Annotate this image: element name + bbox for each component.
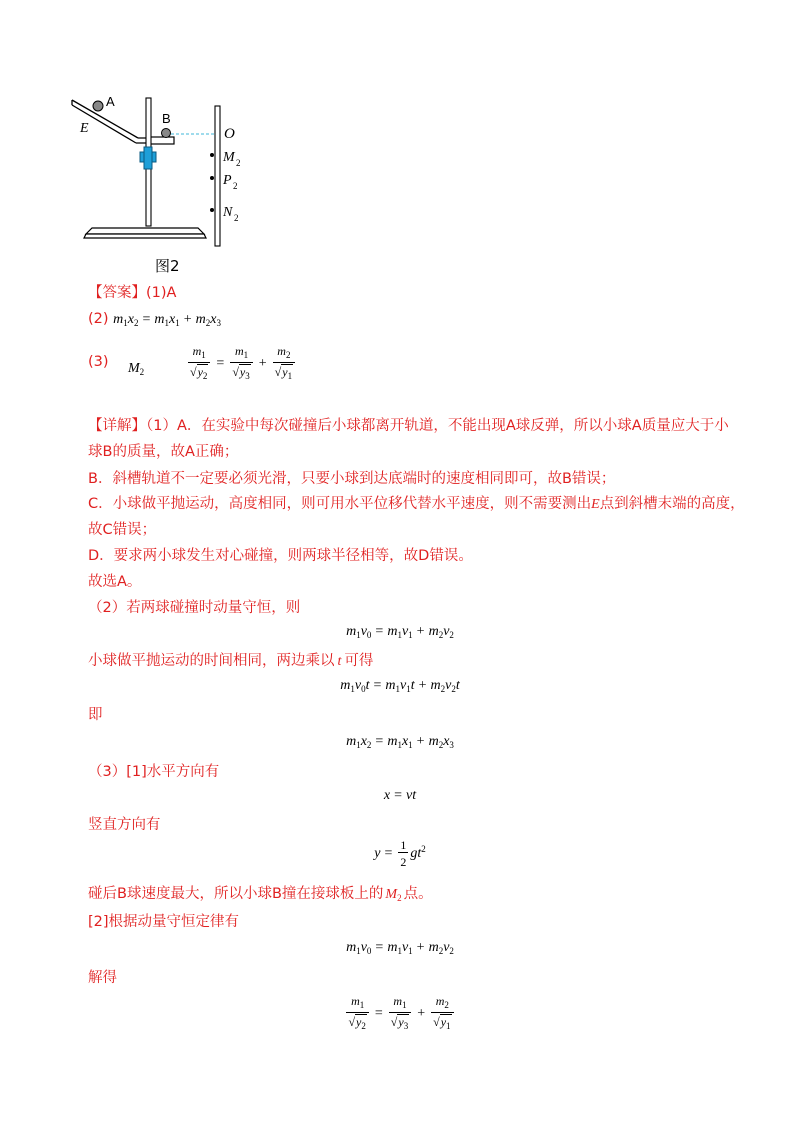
receiving-board (215, 106, 220, 246)
answer-part2-label: (2) (88, 311, 109, 327)
label-n2: N (223, 205, 233, 220)
label-m2-sub: 2 (236, 158, 241, 168)
detail-line-3: B．斜槽轨道不一定要必须光滑，只要小球到达底端时的速度相同即可，故B错误； (88, 471, 616, 487)
mark-m2 (210, 153, 214, 157)
equation-vertical: y = $\frac{1}{2}$ $gt^2$ (374, 838, 426, 869)
detail-line-14: [2]根据动量守恒定律有 (88, 914, 240, 930)
detail-line-7: 故选A。 (88, 574, 142, 590)
label-m2: M (223, 150, 235, 165)
figure-caption: 图2 (155, 257, 180, 275)
detail-line-12: 竖直方向有 (88, 817, 161, 833)
mark-p2 (210, 176, 214, 180)
ball-b (162, 129, 171, 138)
equation-displacement: $m_1x_2 = m_1x_1 + m_2x_3$ (346, 734, 454, 750)
equation-momentum-2: $m_1v_0 = m_1v_1 + m_2v_2$ (346, 940, 454, 956)
equation-final: $\frac{m_1}{√y_2}$ = $\frac{m_1}{√y_3}$ + $\frac{m_2}{√y_1}$ (0, 994, 800, 1034)
answer-part2 (88, 309, 221, 333)
label-n2-sub: 2 (234, 213, 239, 223)
detail-line-4: C．小球做平抛运动，高度相同，则可用水平位移代替水平速度，则不需要测出E点到斜槽末端的高度， (88, 496, 745, 512)
answer-part3-point: $M_2$ (128, 361, 145, 377)
mark-n2 (210, 208, 214, 212)
stand-base (84, 228, 206, 238)
detail-line-6: D．要求两小球发生对心碰撞，则两球半径相等，故D错误。 (88, 548, 473, 564)
equation-momentum-1: $m_1v_0 = m_1v_1 + m_2v_2$ (346, 624, 454, 640)
answer-part2-equation: $m_1x_2 = m_1x_1 + m_2x_3$ (113, 312, 221, 328)
answer-part3-label: (3) (88, 354, 109, 370)
ball-a (93, 101, 103, 111)
clamp (140, 147, 156, 169)
label-p2: P (223, 173, 232, 188)
detail-line-11: （3）[1]水平方向有 (88, 764, 220, 780)
answer-part3-equation: $\frac{m_1}{√y_2}$ = $\frac{m_1}{√y_3}$ + $\frac{m_2}{√y_1}$ (186, 344, 297, 384)
label-p2-sub: 2 (233, 181, 238, 191)
detail-line-8: （2）若两球碰撞时动量守恒，则 (88, 600, 301, 616)
detail-line-5: 故C错误； (88, 522, 157, 538)
experiment-apparatus-figure (70, 92, 290, 282)
detail-line-10: 即 (88, 707, 103, 723)
equation-momentum-times-t: $m_1v_0t = m_1v_1t + m_2v_2t$ (340, 678, 460, 694)
detail-line-1: 【详解】（1）A．在实验中每次碰撞后小球都离开轨道，不能出现A球反弹，所以小球A质量应大于小 (88, 418, 729, 434)
label-b: B (162, 111, 171, 126)
answer-tag: 【答案】 (88, 285, 146, 301)
answer-part1-text: (1)A (146, 285, 177, 301)
detail-line-2: 球B的质量，故A正确； (88, 444, 239, 460)
detail-line-9: 小球做平抛运动的时间相同，两边乘以 t 可得 (88, 653, 374, 669)
equation-horizontal: x = vt (383, 788, 417, 803)
label-a: A (106, 94, 115, 109)
detail-line-13: 碰后B球速度最大，所以小球B撞在接球板上的 $M_2$ 点。 (88, 886, 433, 903)
label-o: O (224, 126, 235, 142)
detail-tag: 【详解】 (88, 418, 146, 434)
label-e: E (80, 121, 89, 136)
detail-line-15: 解得 (88, 970, 117, 986)
answer-part1 (88, 283, 176, 303)
